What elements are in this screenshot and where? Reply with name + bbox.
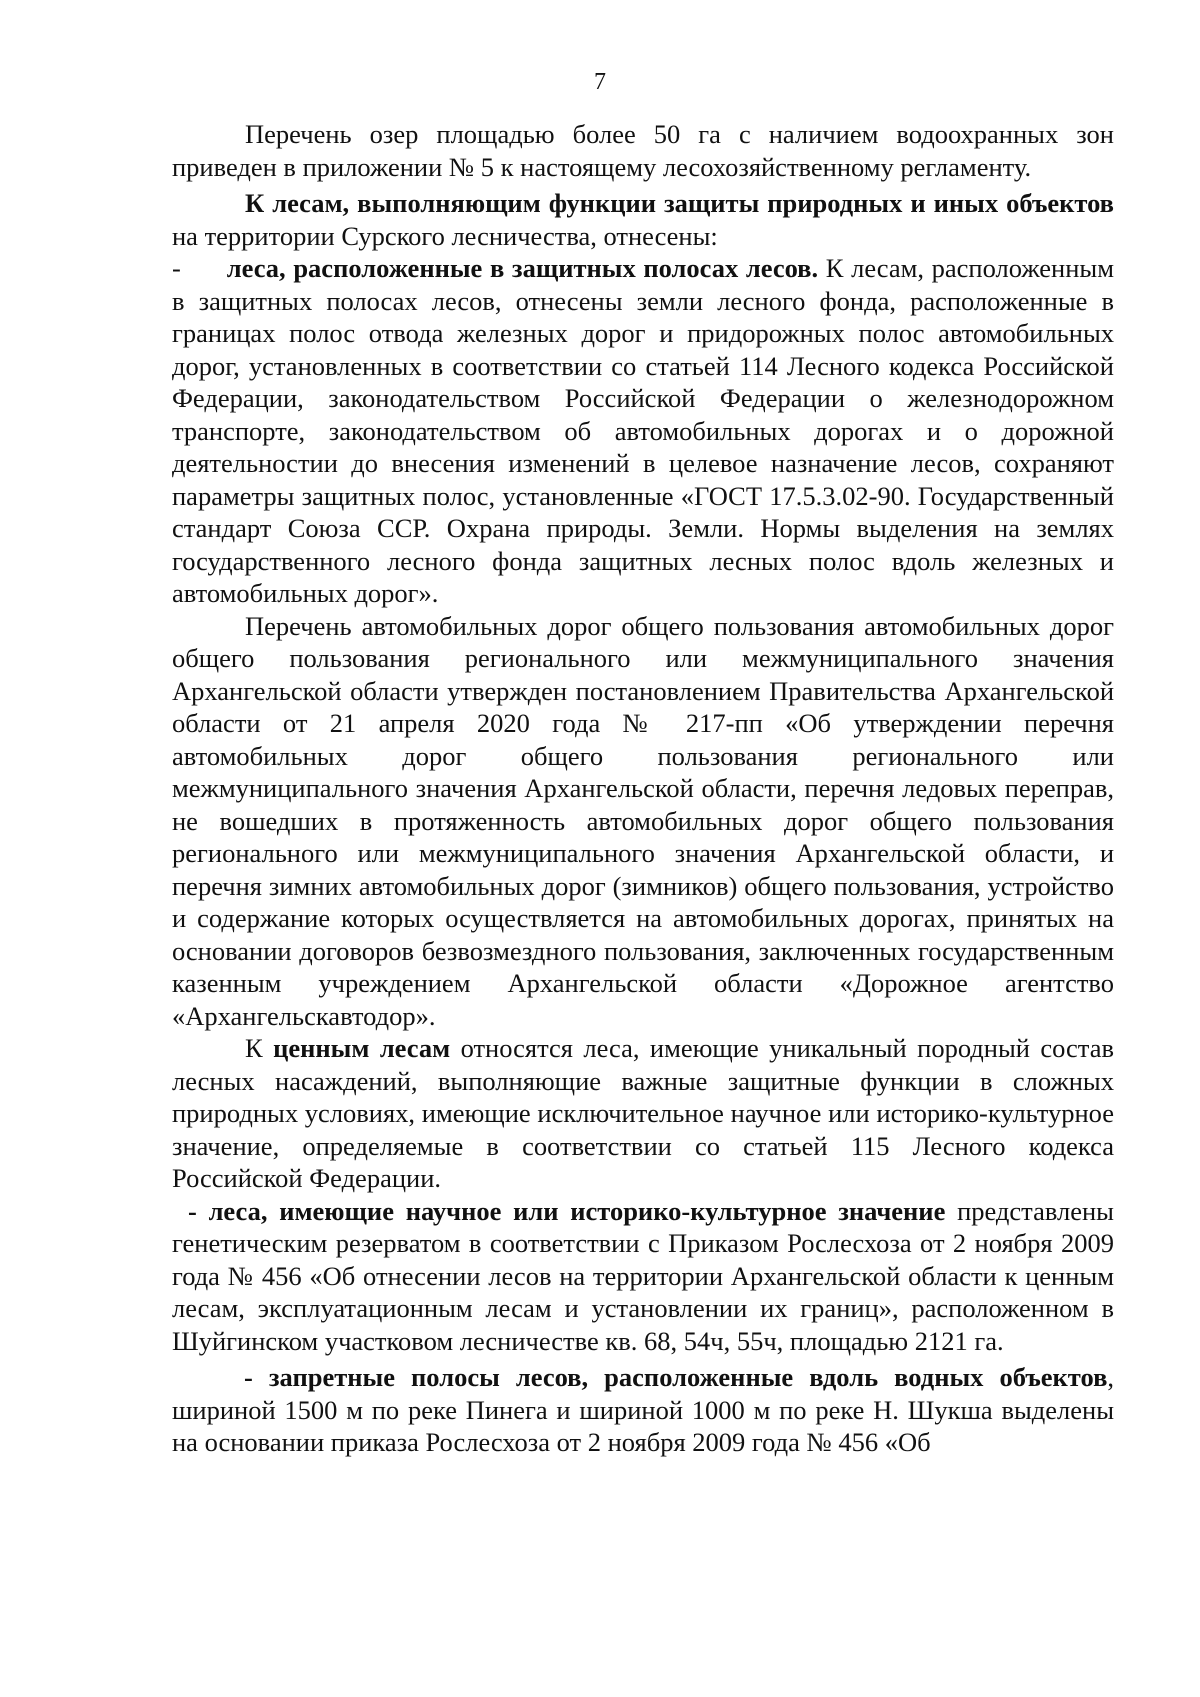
paragraph-scientific-forests (172, 1195, 1114, 1358)
paragraph-text: относятся леса, имеющие уникальный породный состав лесных насаждений, выполняющие важные защитные функции в сложных природных условиях, имеющие исключительное научное или историко-культурное значение, определяемые в соответствии со статьей 115 Лесного кодекса Российской Федерации. (172, 1033, 1114, 1193)
bold-heading-valuable-forests: ценным лесам (273, 1033, 451, 1063)
paragraph-text: , шириной 1500 м по реке Пинега и шириной 1000 м по реке Н. Шукша выделены на основании приказа Рослесхоза от 2 ноября 2009 года № 456 «Об (172, 1362, 1114, 1457)
bold-heading-protective-strips: леса, расположенные в защитных полосах лесов. (226, 253, 819, 283)
paragraph-protective-strips (172, 252, 1114, 610)
paragraph-lakes-list: Перечень озер площадью более 50 га с наличием водоохранных зон приведен в приложении № 5 к настоящему лесохозяйственному регламенту. (172, 119, 1114, 182)
paragraph-prohibited-strips (172, 1361, 1114, 1459)
list-dash: - (172, 253, 227, 283)
bold-heading-protective-forests: К лесам, выполняющим функции защиты природных и иных объектов (245, 188, 1114, 218)
page-number: 7 (594, 69, 606, 95)
paragraph-text: представлены генетическим резерватом в соответствии с Приказом Рослесхоза от 2 ноября 2009 года № 456 «Об отнесении лесов на территории Архангельской области к ценным лесам, эксплуатационным лесам и установлении их границ», расположенном в Шуйгинском участковом лесничестве кв. 68, 54ч, 55ч, площадью 2121 га. (172, 1195, 1114, 1356)
document-body (172, 118, 1114, 1459)
paragraph-text: К лесам, расположенным в защитных полосах лесов, отнесены земли лесного фонда, расположенные в границах полос отвода железных дорог и придорожных полос автомобильных дорог, установленных в соответствии со статьей 114 Лесного кодекса Российской Федерации, законодательством Российской Федерации о железнодорожном транспорте, законодательством об автомобильных дорогах и о дорожной деятельностии до внесения изменений в целевое назначение лесов, сохраняют параметры защитных полос, установленные «ГОСТ 17.5.3.02-90. Государственный стандарт Союза ССР. Охрана природы. Земли. Нормы выделения на землях государственного лесного фонда защитных лесных полос вдоль железных и автомобильных дорог». (172, 253, 1114, 608)
paragraph-text: на территории Сурского лесничества, отнесены: (172, 220, 718, 251)
bold-heading-prohibited-strips: - запретные полосы лесов, расположенные вдоль водных объектов (244, 1362, 1108, 1392)
paragraph-text: К (245, 1033, 274, 1063)
paragraph-roads-list: Перечень автомобильных дорог общего пользования автомобильных дорог общего пользования регионального или межмуниципального значения Архангельской области утвержден постановлением Правительства Архангельской области от 21 апреля 2020 года № 217-пп «Об утверждении перечня автомобильных дорог общего пользования регионального или межмуниципального значения Архангельской области, перечня ледовых переправ, не вошедших в протяженность автомобильных дорог общего пользования регионального или межмуниципального значения Архангельской области, и перечня зимних автомобильных дорог (зимников) общего пользования, устройство и содержание которых осуществляется на автомобильных дорогах, принятых на основании договоров безвозмездного пользования, заключенных государственным казенным учреждением Архангельской области «Дорожное агентство «Архангельскавтодор». (172, 610, 1114, 1031)
bold-heading-scientific-forests: - леса, имеющие научное или историко-культурное значение (188, 1195, 946, 1226)
paragraph-protective-forests (172, 187, 1114, 252)
paragraph-valuable-forests (172, 1032, 1114, 1195)
